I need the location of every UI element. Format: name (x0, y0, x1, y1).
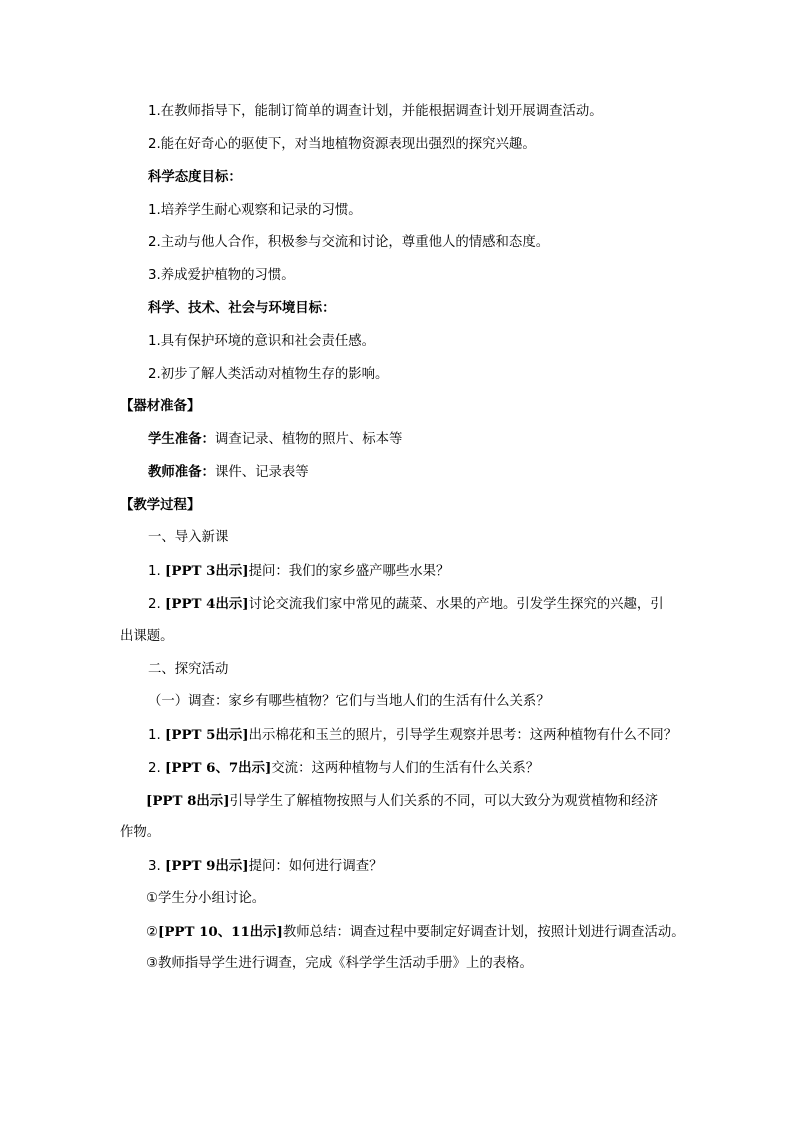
item-number: 2. (148, 597, 166, 612)
heading-stse-goals: 科学、技术、社会与环境目标： (148, 301, 336, 316)
part2-item-1 (148, 725, 708, 746)
part2-ppt8-continued: 作物。 (120, 825, 161, 840)
section-materials: 【器材准备】 (120, 399, 201, 414)
item-number: 3. (148, 859, 166, 874)
item-text: 引导学生了解植物按照与人们关系的不同，可以大致分为观赏植物和经济 (229, 794, 659, 809)
part2-item-3 (148, 856, 708, 877)
item-text: 交流：这两种植物与人们的生活有什么关系？ (271, 761, 540, 776)
item-number: 2. (148, 761, 166, 776)
ppt-reference: [PPT 5出示] (165, 727, 249, 743)
ppt-reference: [PPT 4出示] (165, 596, 249, 612)
part2-subtitle: （一）调查：家乡有哪些植物？它们与当地人们的生活有什么关系？ (148, 694, 550, 709)
section-teaching-process: 【教学过程】 (120, 498, 201, 513)
objective-line-2: 2.能在好奇心的驱使下，对当地植物资源表现出强烈的探究兴趣。 (148, 137, 536, 152)
part1-title: 一、导入新课 (148, 530, 229, 545)
step-marker: ② (146, 925, 159, 940)
part2-title: 二、探究活动 (148, 662, 229, 677)
stse-line-1: 1.具有保护环境的意识和社会责任感。 (148, 334, 376, 349)
part2-item-2 (148, 758, 708, 779)
part2-ppt8-line (146, 791, 706, 812)
objective-line-1: 1.在教师指导下，能制订简单的调查计划，并能根据调查计划开展调查活动。 (148, 104, 603, 119)
attitude-line-1: 1.培养学生耐心观察和记录的习惯。 (148, 203, 362, 218)
ppt-reference: [PPT 10、11出示] (158, 924, 283, 940)
item-number: 1. (148, 564, 166, 579)
ppt-reference: [PPT 3出示] (165, 563, 249, 579)
item-number: 1. (148, 728, 166, 743)
item-text: 出示棉花和玉兰的照片，引导学生观察并思考：这两种植物有什么不同？ (248, 728, 678, 743)
heading-attitude-goals: 科学态度目标： (148, 170, 242, 185)
part1-item-2 (148, 594, 708, 615)
part1-item-2-continued: 出课题。 (120, 629, 174, 644)
prep-student-label: 学生准备： (148, 432, 215, 447)
part1-item-1 (148, 561, 708, 582)
prep-teacher-label: 教师准备： (148, 465, 215, 480)
stse-line-2: 2.初步了解人类活动对植物生存的影响。 (148, 367, 389, 382)
ppt-reference: [PPT 8出示] (146, 793, 230, 809)
step-1: ①学生分小组讨论。 (146, 891, 266, 906)
prep-teacher-text: 课件、记录表等 (214, 465, 309, 480)
item-text: 教师总结：调查过程中要制定好调查计划，按照计划进行调查活动。 (282, 925, 685, 940)
prep-student-text: 调查记录、植物的照片、标本等 (214, 432, 403, 447)
attitude-line-2: 2.主动与他人合作，积极参与交流和讨论，尊重他人的情感和态度。 (148, 235, 550, 250)
step-2 (146, 922, 706, 943)
prep-student-line (148, 430, 708, 450)
ppt-reference: [PPT 6、7出示] (165, 760, 272, 776)
step-3: ③教师指导学生进行调查，完成《科学学生活动手册》上的表格。 (146, 956, 533, 971)
attitude-line-3: 3.养成爱护植物的习惯。 (148, 268, 295, 283)
item-text: 提问：如何进行调查？ (248, 859, 383, 874)
item-text: 提问：我们的家乡盛产哪些水果？ (248, 564, 450, 579)
item-text: 讨论交流我们家中常见的蔬菜、水果的产地。引发学生探究的兴趣，引 (248, 597, 664, 612)
prep-teacher-line (148, 463, 708, 483)
ppt-reference: [PPT 9出示] (165, 858, 249, 874)
